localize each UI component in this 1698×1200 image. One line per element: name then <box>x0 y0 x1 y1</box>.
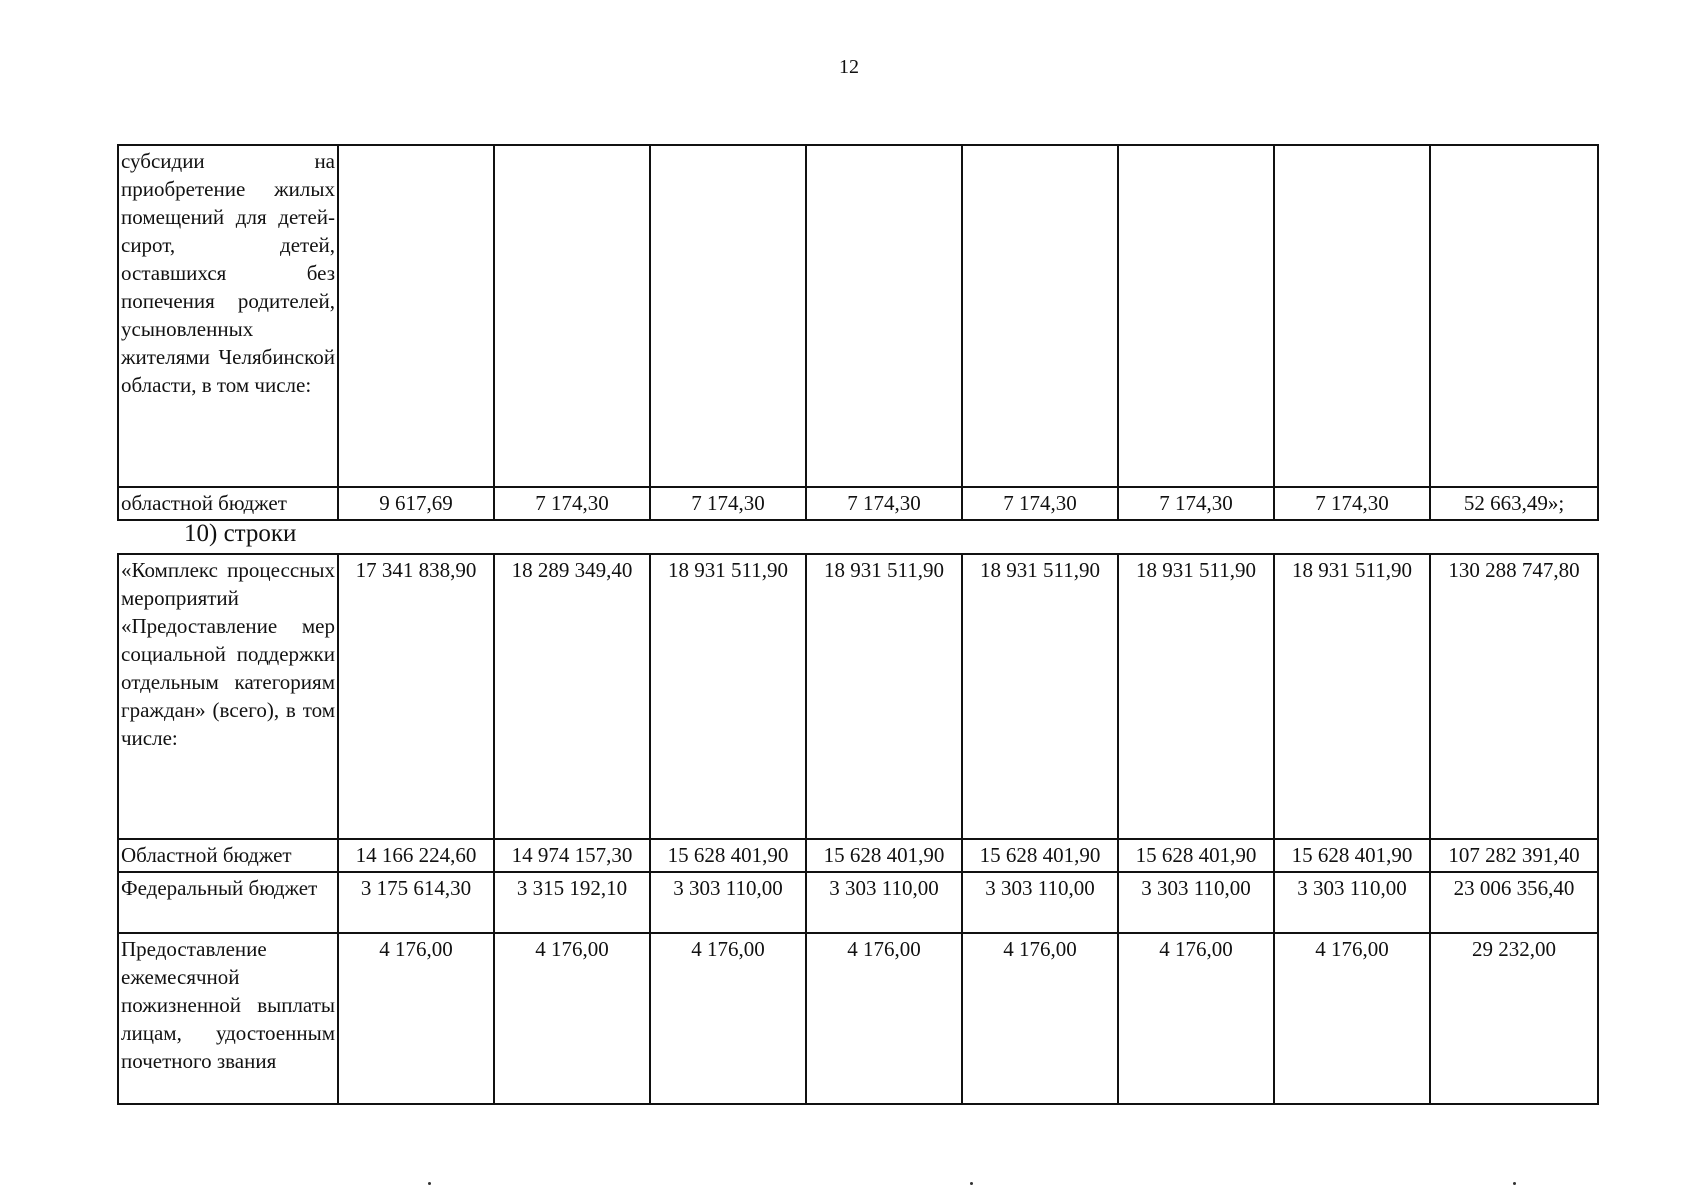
value-cell <box>1118 145 1274 487</box>
total-cell: 52 663,49»; <box>1430 487 1598 520</box>
value-cell: 3 315 192,10 <box>494 872 650 933</box>
value-cell: 15 628 401,90 <box>962 839 1118 872</box>
value-cell: 4 176,00 <box>338 933 494 1104</box>
value-cell: 15 628 401,90 <box>806 839 962 872</box>
value-cell: 15 628 401,90 <box>1118 839 1274 872</box>
value-cell: 3 303 110,00 <box>650 872 806 933</box>
value-cell: 4 176,00 <box>494 933 650 1104</box>
table-row <box>118 487 1598 520</box>
value-cell: 18 931 511,90 <box>1274 554 1430 839</box>
value-cell: 7 174,30 <box>494 487 650 520</box>
value-cell: 3 175 614,30 <box>338 872 494 933</box>
section-heading: 10) строки <box>184 520 297 547</box>
value-cell: 7 174,30 <box>1274 487 1430 520</box>
row-label: Предоставление ежемесячной пожизненной выплаты лицам, удостоенным почетного звания <box>118 933 338 1104</box>
value-cell: 3 303 110,00 <box>1118 872 1274 933</box>
value-cell: 14 166 224,60 <box>338 839 494 872</box>
value-cell: 4 176,00 <box>962 933 1118 1104</box>
value-cell: 9 617,69 <box>338 487 494 520</box>
value-cell: 18 289 349,40 <box>494 554 650 839</box>
value-cell: 15 628 401,90 <box>650 839 806 872</box>
page-number: 12 <box>839 56 859 78</box>
value-cell: 18 931 511,90 <box>1118 554 1274 839</box>
table-row <box>118 554 1598 839</box>
value-cell: 17 341 838,90 <box>338 554 494 839</box>
value-cell: 4 176,00 <box>650 933 806 1104</box>
total-cell: 29 232,00 <box>1430 933 1598 1104</box>
value-cell: 3 303 110,00 <box>1274 872 1430 933</box>
table-row <box>118 839 1598 872</box>
table-row <box>118 145 1598 487</box>
value-cell: 4 176,00 <box>1118 933 1274 1104</box>
subsidy-table <box>117 144 1599 521</box>
program-table <box>117 553 1599 1105</box>
value-cell: 7 174,30 <box>806 487 962 520</box>
value-cell: 7 174,30 <box>650 487 806 520</box>
value-cell: 4 176,00 <box>806 933 962 1104</box>
scan-speck <box>970 1182 973 1185</box>
row-label: Федеральный бюджет <box>118 872 338 933</box>
row-label: областной бюджет <box>118 487 338 520</box>
value-cell <box>962 145 1118 487</box>
total-cell: 107 282 391,40 <box>1430 839 1598 872</box>
value-cell: 7 174,30 <box>1118 487 1274 520</box>
value-cell <box>494 145 650 487</box>
value-cell: 18 931 511,90 <box>806 554 962 839</box>
scan-speck <box>1513 1182 1516 1185</box>
value-cell <box>650 145 806 487</box>
value-cell <box>1274 145 1430 487</box>
row-label: «Комплекс процессных мероприятий «Предоставление мер социальной поддержки отдельным категориям граждан» (всего), в том числе: <box>118 554 338 839</box>
value-cell: 7 174,30 <box>962 487 1118 520</box>
value-cell: 18 931 511,90 <box>962 554 1118 839</box>
table-row <box>118 933 1598 1104</box>
value-cell: 15 628 401,90 <box>1274 839 1430 872</box>
row-label: Областной бюджет <box>118 839 338 872</box>
total-cell <box>1430 145 1598 487</box>
value-cell <box>806 145 962 487</box>
value-cell <box>338 145 494 487</box>
table-row <box>118 872 1598 933</box>
value-cell: 3 303 110,00 <box>962 872 1118 933</box>
row-label: субсидии на приобретение жилых помещений для детей-сирот, детей, оставшихся без попечения родителей, усыновленных жителями Челябинской области, в том числе: <box>118 145 338 487</box>
total-cell: 23 006 356,40 <box>1430 872 1598 933</box>
value-cell: 18 931 511,90 <box>650 554 806 839</box>
total-cell: 130 288 747,80 <box>1430 554 1598 839</box>
value-cell: 3 303 110,00 <box>806 872 962 933</box>
value-cell: 14 974 157,30 <box>494 839 650 872</box>
scan-speck <box>428 1182 431 1185</box>
value-cell: 4 176,00 <box>1274 933 1430 1104</box>
